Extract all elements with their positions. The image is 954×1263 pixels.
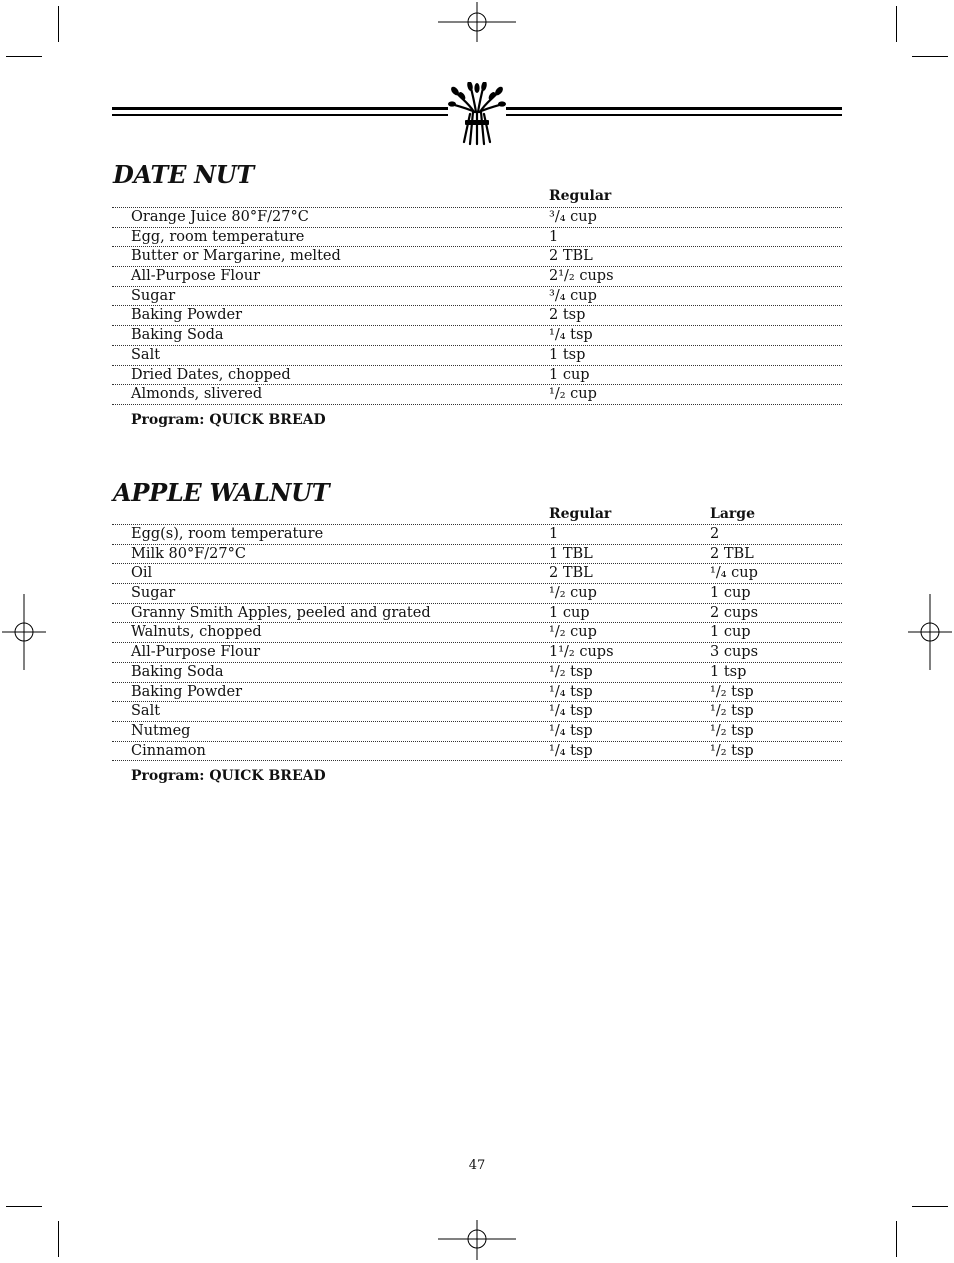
ingredient-name: Baking Soda — [131, 663, 224, 680]
ingredient-name: Almonds, slivered — [131, 386, 263, 403]
amount-large: ¹/₂ tsp — [710, 742, 754, 759]
amount-regular: 1 — [549, 228, 559, 245]
amount-regular: ³/₄ cup — [549, 209, 597, 225]
ingredient-name: Dried Dates, chopped — [131, 366, 291, 383]
amount-regular: ³/₄ cup — [549, 287, 597, 304]
amount-regular: 1¹/₂ cups — [549, 644, 614, 661]
amount-large: 1 cup — [710, 585, 751, 602]
amount-regular: ¹/₂ tsp — [549, 663, 593, 680]
ingredient-name: Nutmeg — [131, 722, 191, 739]
ingredient-name: Sugar — [131, 287, 176, 304]
ingredient-row — [112, 643, 842, 663]
column-header-large: Large — [710, 506, 755, 522]
wheat-sheaf-icon — [448, 82, 506, 146]
ingredient-name: Baking Powder — [131, 683, 243, 700]
page-number: 47 — [468, 1158, 486, 1173]
ingredient-row — [112, 306, 842, 326]
amount-large: 2 cups — [710, 604, 759, 621]
amount-large: 2 TBL — [710, 545, 754, 562]
ingredient-table — [112, 524, 842, 761]
ingredient-row — [112, 366, 842, 386]
ingredient-name: Salt — [131, 703, 161, 720]
ingredient-name: Egg, room temperature — [131, 228, 305, 245]
ingredient-row — [112, 604, 842, 624]
column-header-regular: Regular — [549, 506, 612, 522]
ingredient-table — [112, 207, 842, 405]
amount-large: ¹/₄ cup — [710, 565, 758, 582]
ingredient-row — [112, 208, 842, 228]
ingredient-row — [112, 228, 842, 248]
amount-regular: ¹/₄ tsp — [549, 703, 593, 720]
ingredient-row — [112, 346, 842, 366]
registration-mark-right — [908, 594, 952, 670]
amount-regular: ¹/₄ tsp — [549, 722, 593, 739]
ingredient-name: All-Purpose Flour — [131, 644, 261, 661]
amount-large: 3 cups — [710, 644, 759, 661]
ingredient-row — [112, 287, 842, 307]
ingredient-row — [112, 742, 842, 762]
program-label: Program: QUICK BREAD — [131, 768, 326, 784]
ingredient-row — [112, 663, 842, 683]
ingredient-name: Sugar — [131, 585, 176, 602]
ingredient-name: Egg(s), room temperature — [131, 526, 324, 542]
program-label: Program: QUICK BREAD — [131, 412, 326, 428]
amount-regular: 1 cup — [549, 604, 590, 621]
registration-mark-left — [2, 594, 46, 670]
ingredient-name: Oil — [131, 565, 153, 582]
amount-regular: ¹/₂ cup — [549, 386, 597, 403]
amount-regular: ¹/₄ tsp — [549, 683, 593, 700]
ingredient-row — [112, 584, 842, 604]
ingredient-row — [112, 385, 842, 405]
ingredient-row — [112, 702, 842, 722]
amount-regular: 2 tsp — [549, 307, 586, 324]
amount-large: 1 tsp — [710, 663, 747, 680]
amount-regular: 1 TBL — [549, 545, 593, 562]
ingredient-name: All-Purpose Flour — [131, 268, 261, 285]
registration-mark-top — [438, 2, 516, 42]
ingredient-row — [112, 683, 842, 703]
amount-regular: 2 TBL — [549, 248, 593, 265]
amount-large: 1 cup — [710, 624, 751, 641]
ingredient-row — [112, 326, 842, 346]
ingredient-name: Cinnamon — [131, 742, 206, 759]
recipe-title: DATE NUT — [113, 160, 254, 189]
amount-regular: 1 tsp — [549, 346, 586, 363]
amount-large: ¹/₂ tsp — [710, 722, 754, 739]
amount-regular: ¹/₄ tsp — [549, 327, 593, 344]
ingredient-name: Salt — [131, 346, 161, 363]
amount-regular: 1 cup — [549, 366, 590, 383]
amount-regular: ¹/₂ cup — [549, 624, 597, 641]
ingredient-name: Milk 80°F/27°C — [131, 545, 246, 562]
registration-mark-bottom — [438, 1220, 516, 1260]
ingredient-name: Walnuts, chopped — [131, 624, 262, 641]
recipe-title: APPLE WALNUT — [113, 478, 330, 507]
amount-large: 2 — [710, 526, 720, 542]
amount-regular: ¹/₂ cup — [549, 585, 597, 602]
ingredient-row — [112, 247, 842, 267]
amount-large: ¹/₂ tsp — [710, 703, 754, 720]
amount-regular: 1 — [549, 526, 559, 542]
ingredient-row — [112, 564, 842, 584]
amount-large: ¹/₂ tsp — [710, 683, 754, 700]
ingredient-row — [112, 623, 842, 643]
ingredient-name: Butter or Margarine, melted — [131, 248, 341, 265]
ingredient-row — [112, 525, 842, 545]
ingredient-row — [112, 267, 842, 287]
amount-regular: 2¹/₂ cups — [549, 268, 614, 285]
amount-regular: 2 TBL — [549, 565, 593, 582]
ingredient-name: Baking Soda — [131, 327, 224, 344]
column-header-regular: Regular — [549, 188, 612, 204]
ingredient-row — [112, 545, 842, 565]
ingredient-name: Orange Juice 80°F/27°C — [131, 209, 309, 225]
ingredient-row — [112, 722, 842, 742]
ingredient-name: Baking Powder — [131, 307, 243, 324]
amount-regular: ¹/₄ tsp — [549, 742, 593, 759]
ingredient-name: Granny Smith Apples, peeled and grated — [131, 604, 431, 621]
